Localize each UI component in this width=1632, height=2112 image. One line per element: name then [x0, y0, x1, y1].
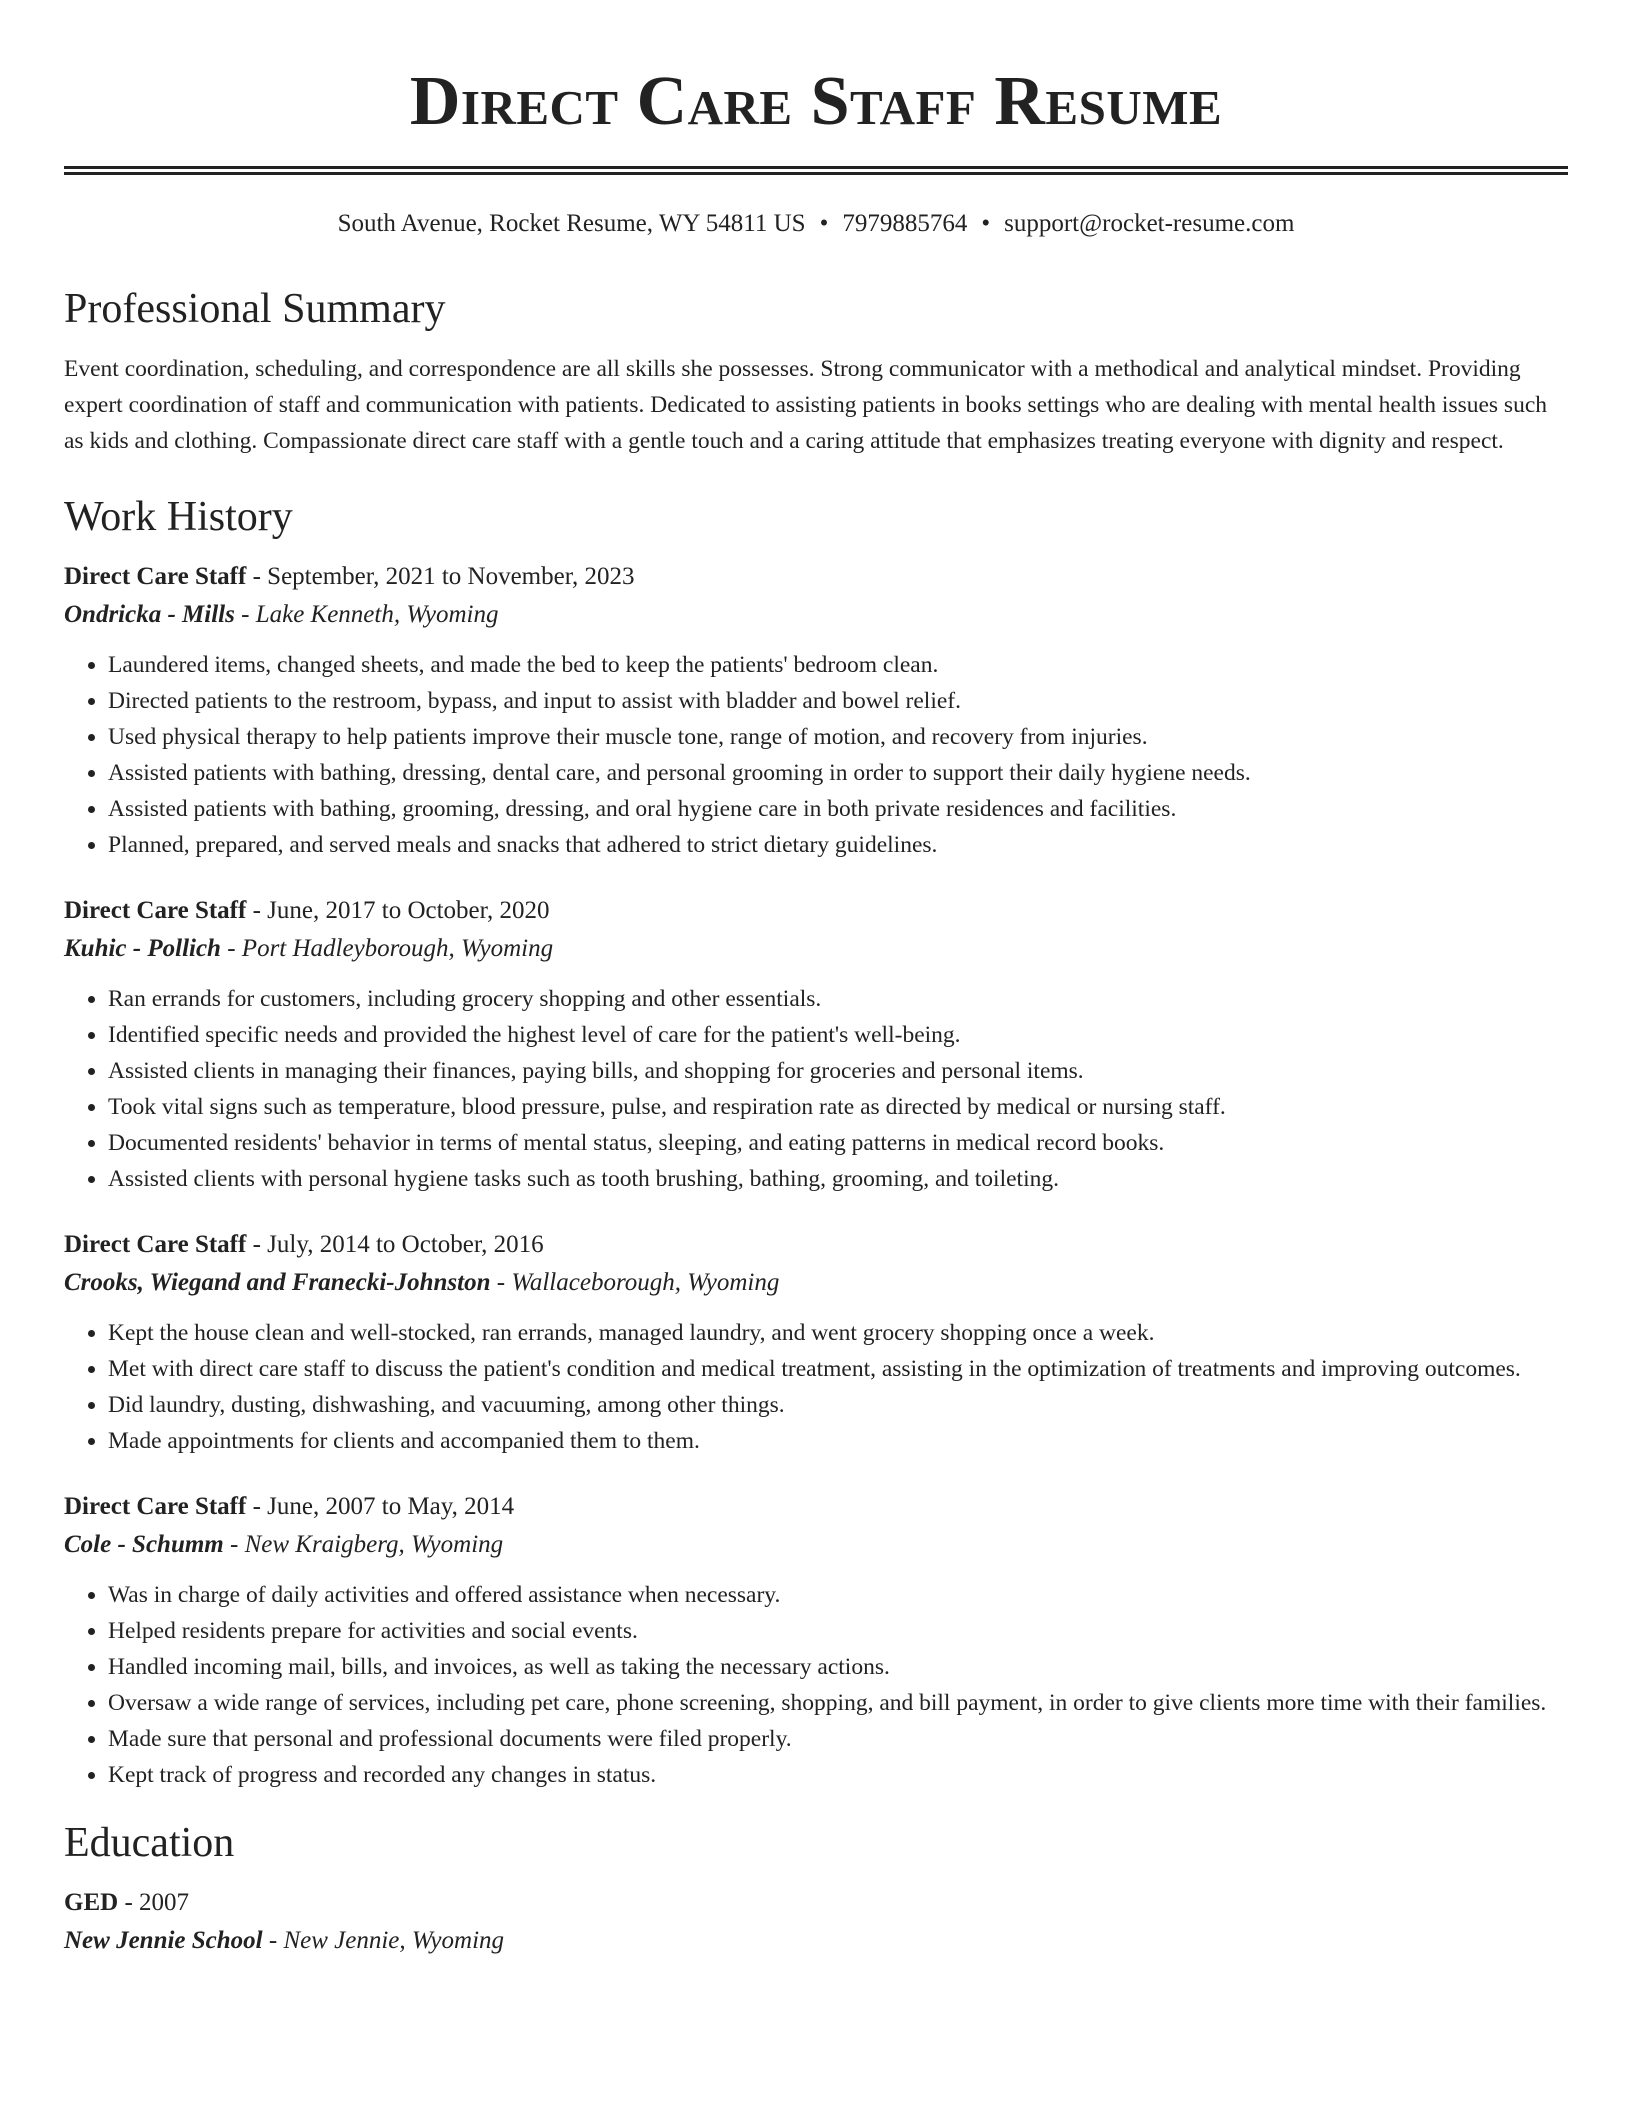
job-duties	[64, 1315, 1568, 1459]
job-duty: • Documented residents' behavior in terms of mental status, sleeping, and eating patterns in medical record books.	[108, 1125, 1568, 1161]
job-role: Direct Care Staff	[64, 1231, 247, 1258]
job-heading	[64, 1227, 1568, 1263]
job-heading	[64, 559, 1568, 595]
contact-address: South Avenue, Rocket Resume, WY 54811 US	[337, 210, 806, 237]
contact-email: support@rocket-resume.com	[1004, 210, 1295, 237]
job-duty: • Assisted clients in managing their finances, paying bills, and shopping for groceries and personal items.	[108, 1053, 1568, 1089]
work-history-heading: Work History	[64, 494, 293, 540]
education-school-line	[64, 1921, 1568, 1961]
education-degree: GED	[64, 1889, 119, 1916]
job-duties	[64, 981, 1568, 1197]
job-duty: • Laundered items, changed sheets, and made the bed to keep the patients' bedroom clean.	[108, 647, 1568, 683]
job-dash: -	[246, 897, 268, 924]
job-dash: -	[490, 1269, 512, 1296]
job-duty: • Assisted patients with bathing, dressing, dental care, and personal grooming in order to support their daily hygiene needs.	[108, 755, 1568, 791]
education-school: New Jennie School	[64, 1927, 263, 1954]
job-heading	[64, 893, 1568, 929]
resume-title: Direct Care Staff Resume	[409, 63, 1223, 140]
job-role: Direct Care Staff	[64, 1493, 247, 1520]
education-location: New Jennie, Wyoming	[283, 1927, 505, 1954]
job-duty: • Directed patients to the restroom, bypass, and input to assist with bladder and bowel relief.	[108, 683, 1568, 719]
job-entry	[64, 1227, 1568, 1459]
job-duty: • Met with direct care staff to discuss the patient's condition and medical treatment, assisting in the optimization of treatments and improving outcomes.	[108, 1351, 1568, 1387]
education-heading: Education	[64, 1820, 235, 1866]
job-duty: • Kept the house clean and well-stocked, ran errands, managed laundry, and went grocery shopping once a week.	[108, 1315, 1568, 1351]
job-employer	[64, 1263, 1568, 1303]
contact-phone: 7979885764	[842, 210, 968, 237]
education-year: 2007	[139, 1889, 190, 1916]
job-dates: July, 2014 to October, 2016	[267, 1231, 544, 1258]
job-entry	[64, 559, 1568, 863]
job-dash: -	[220, 935, 242, 962]
work-history-list	[64, 559, 1568, 1793]
job-company: Crooks, Wiegand and Franecki-Johnston	[64, 1269, 491, 1296]
job-company: Cole - Schumm	[64, 1531, 224, 1558]
job-duty: • Made sure that personal and professional documents were filed properly.	[108, 1721, 1568, 1757]
job-duty: • Assisted patients with bathing, grooming, dressing, and oral hygiene care in both private residences and facilities.	[108, 791, 1568, 827]
job-dash: -	[246, 1493, 268, 1520]
job-dates: September, 2021 to November, 2023	[267, 563, 635, 590]
job-duty: • Ran errands for customers, including grocery shopping and other essentials.	[108, 981, 1568, 1017]
job-duties	[64, 1577, 1568, 1793]
job-dash: -	[234, 601, 256, 628]
job-duties	[64, 647, 1568, 863]
education-dash: -	[262, 1927, 284, 1954]
job-company: Kuhic - Pollich	[64, 935, 221, 962]
title-divider	[64, 166, 1568, 175]
job-location: New Kraigberg, Wyoming	[244, 1531, 504, 1558]
contact-separator: •	[981, 210, 991, 237]
summary-heading: Professional Summary	[64, 286, 446, 332]
job-entry	[64, 893, 1568, 1197]
job-duty: • Kept track of progress and recorded any changes in status.	[108, 1757, 1568, 1793]
contact-separator: •	[819, 210, 829, 237]
job-entry	[64, 1489, 1568, 1793]
job-company: Ondricka - Mills	[64, 601, 235, 628]
job-duty: • Helped residents prepare for activities and social events.	[108, 1613, 1568, 1649]
job-employer	[64, 929, 1568, 969]
job-employer	[64, 1525, 1568, 1565]
job-duty: • Took vital signs such as temperature, blood pressure, pulse, and respiration rate as directed by medical or nursing staff.	[108, 1089, 1568, 1125]
job-location: Lake Kenneth, Wyoming	[255, 601, 499, 628]
job-employer	[64, 595, 1568, 635]
job-dash: -	[246, 563, 268, 590]
job-location: Port Hadleyborough, Wyoming	[241, 935, 554, 962]
job-duty: • Oversaw a wide range of services, including pet care, phone screening, shopping, and bill payment, in order to give clients more time with their families.	[108, 1685, 1568, 1721]
job-role: Direct Care Staff	[64, 897, 247, 924]
job-dates: June, 2017 to October, 2020	[267, 897, 550, 924]
education-heading-line	[64, 1885, 1568, 1921]
job-duty: • Identified specific needs and provided the highest level of care for the patient's well-being.	[108, 1017, 1568, 1053]
education-entry	[64, 1885, 1568, 1961]
job-duty: • Used physical therapy to help patients improve their muscle tone, range of motion, and recovery from injuries.	[108, 719, 1568, 755]
job-duty: • Made appointments for clients and accompanied them to them.	[108, 1423, 1568, 1459]
job-heading	[64, 1489, 1568, 1525]
job-location: Wallaceborough, Wyoming	[511, 1269, 780, 1296]
education-dash: -	[118, 1889, 140, 1916]
job-duty: • Was in charge of daily activities and offered assistance when necessary.	[108, 1577, 1568, 1613]
contact-line	[64, 207, 1568, 241]
job-dates: June, 2007 to May, 2014	[267, 1493, 515, 1520]
job-dash: -	[223, 1531, 245, 1558]
job-role: Direct Care Staff	[64, 563, 247, 590]
job-duty: • Assisted clients with personal hygiene tasks such as tooth brushing, bathing, grooming, and toileting.	[108, 1161, 1568, 1197]
job-dash: -	[246, 1231, 268, 1258]
job-duty: • Planned, prepared, and served meals and snacks that adhered to strict dietary guidelines.	[108, 827, 1568, 863]
summary-text: Event coordination, scheduling, and correspondence are all skills she possesses. Strong communicator with a methodical and analytical mindset. Providing expert coordination of staff and communication with patients. Dedicated to assisting patients in books settings who are dealing with mental health issues such as kids and clothing. Compassionate direct care staff with a gentle touch and a caring attitude that emphasizes treating everyone with dignity and respect.	[64, 356, 1548, 454]
job-duty: • Handled incoming mail, bills, and invoices, as well as taking the necessary actions.	[108, 1649, 1568, 1685]
job-duty: • Did laundry, dusting, dishwashing, and vacuuming, among other things.	[108, 1387, 1568, 1423]
